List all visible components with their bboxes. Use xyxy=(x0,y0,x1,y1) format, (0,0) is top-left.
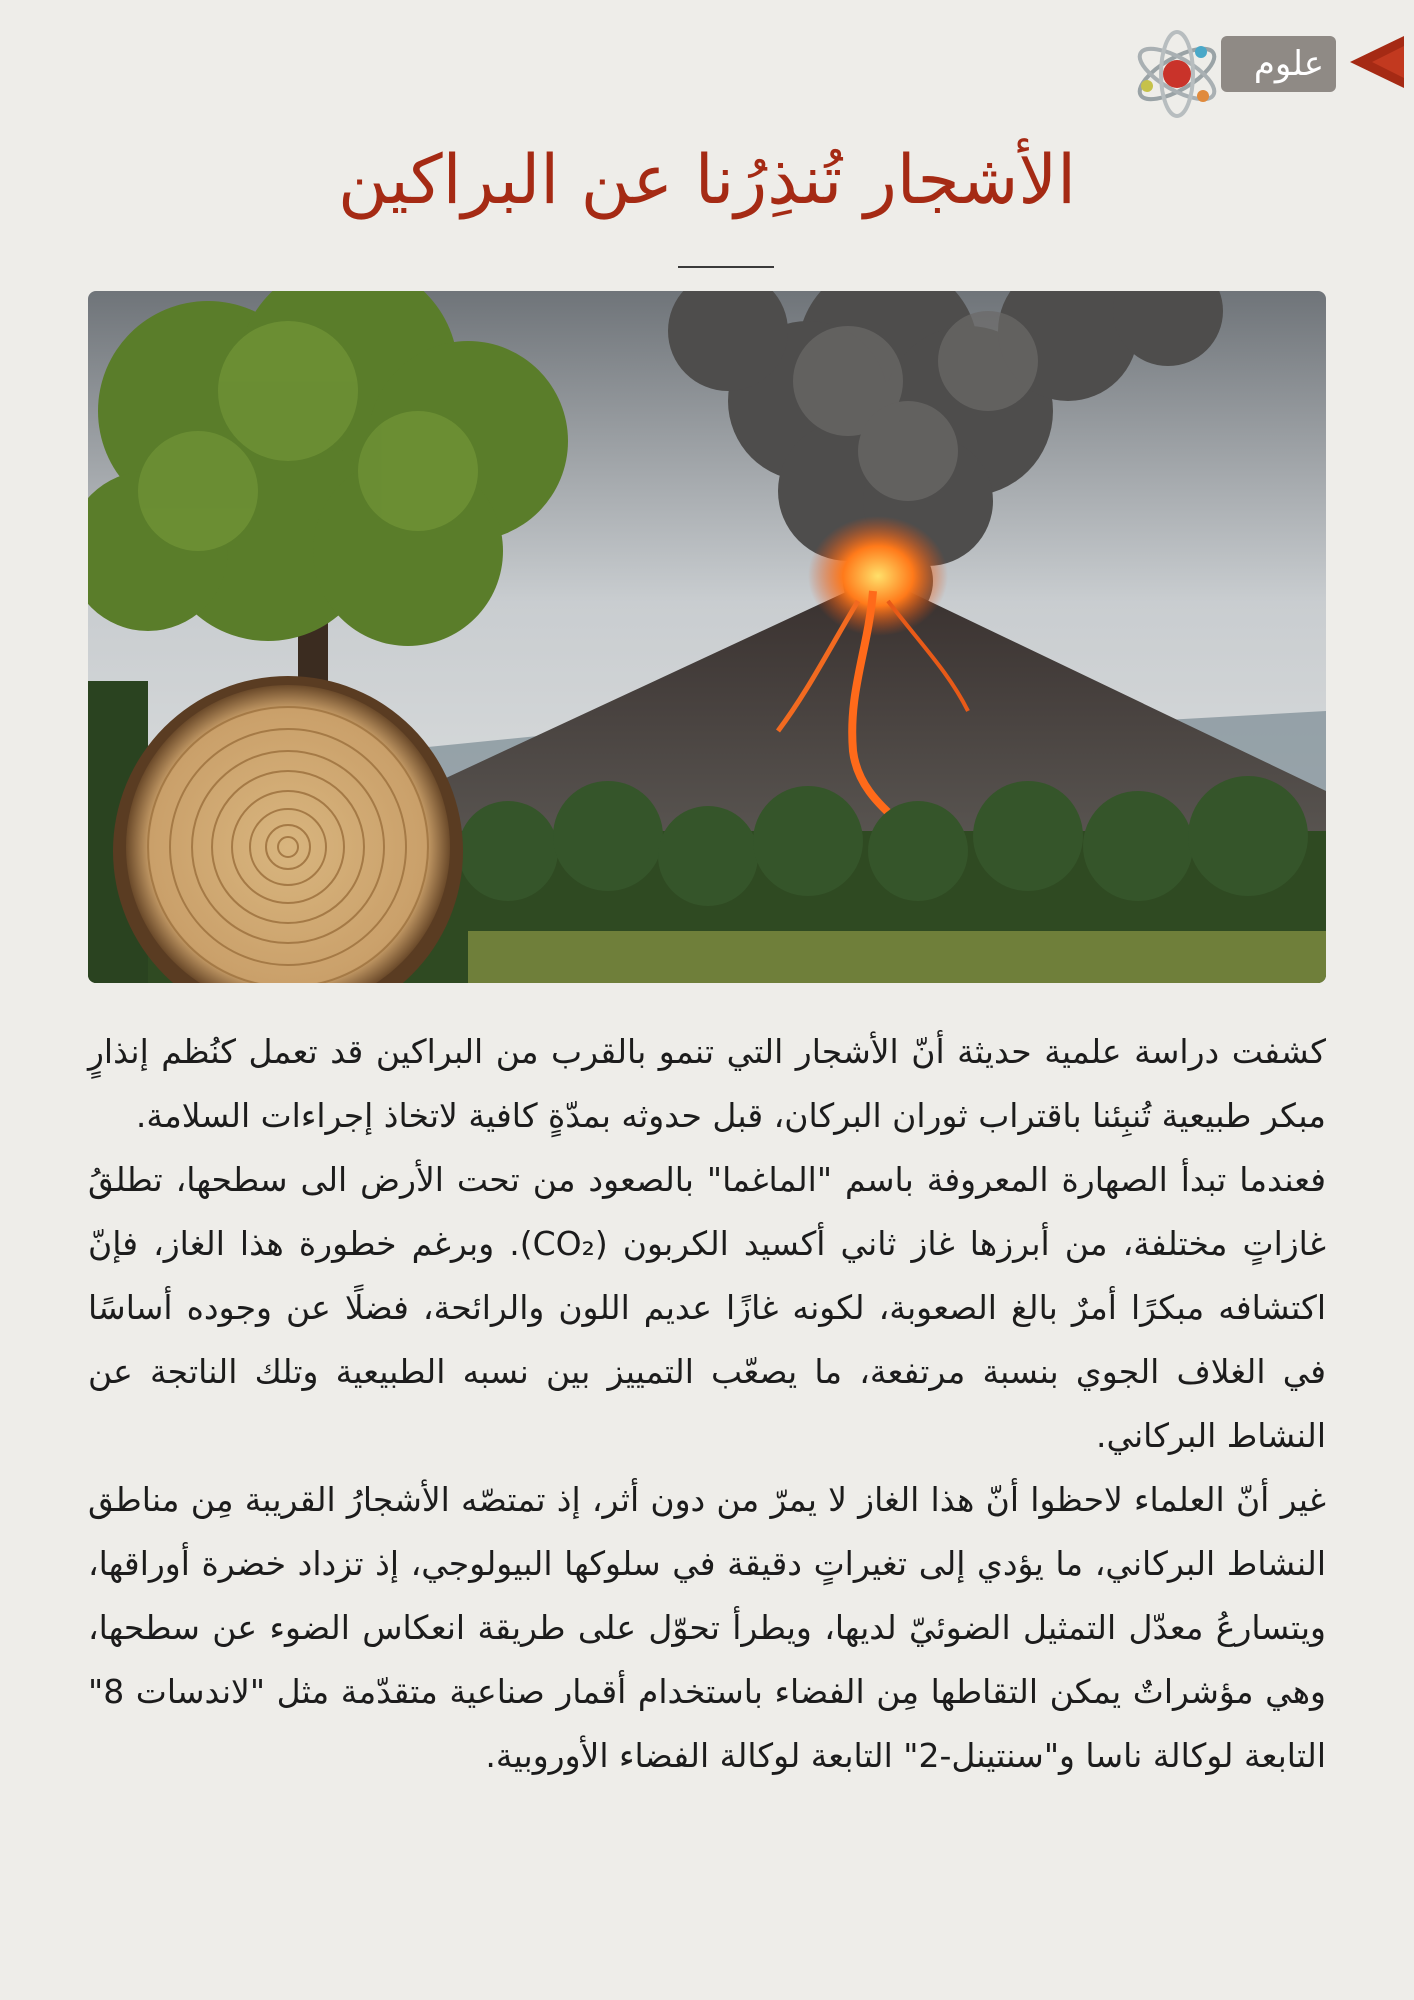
atom-icon xyxy=(1129,26,1225,122)
article-paragraph-2: فعندما تبدأ الصهارة المعروفة باسم "الماغما" بالصعود من تحت الأرض الى سطحها، تطلقُ غازاتٍ مختلفة، من أبرزها غاز ثاني أكسيد الكربون (CO₂). وبرغم خطورة هذا الغاز، فإنّ اكتشافه مبكرًا أمرٌ بالغ الصعوبة، لكونه غازًا عديم اللون والرائحة، فضلًا عن وجوده أساسًا في الغلاف الجوي بنسبة مرتفعة، ما يصعّب التمييز بين نسبه الطبيعية وتلك الناتجة عن النشاط البركاني. xyxy=(88,1160,1326,1455)
chevron-left-icon[interactable] xyxy=(1346,34,1406,90)
title-divider xyxy=(678,266,774,268)
section-label: علوم xyxy=(1253,44,1324,84)
article-body xyxy=(88,1020,1326,1788)
hero-image xyxy=(88,291,1326,983)
section-badge[interactable] xyxy=(1131,36,1336,92)
article-paragraph-1: كشفت دراسة علمية حديثة أنّ الأشجار التي تنمو بالقرب من البراكين قد تعمل كنُظم إنذارٍ مبكر طبيعية تُنبِئنا باقتراب ثوران البركان، قبل حدوثه بمدّةٍ كافية لاتخاذ إجراءات السلامة. xyxy=(88,1032,1326,1135)
section-badge-background xyxy=(1221,36,1336,92)
article-paragraph-3: غير أنّ العلماء لاحظوا أنّ هذا الغاز لا يمرّ من دون أثر، إذ تمتصّه الأشجارُ القريبة مِن مناطق النشاط البركاني، ما يؤدي إلى تغيراتٍ دقيقة في سلوكها البيولوجي، إذ تزداد خضرة أوراقها، ويتسارعُ معدّل التمثيل الضوئيّ لديها، ويطرأ تحوّل على طريقة انعكاس الضوء عن سطحها، وهي مؤشراتٌ يمكن التقاطها مِن الفضاء باستخدام أقمار صناعية متقدّمة مثل "لاندسات 8" التابعة لوكالة ناسا و"سنتينل-2" التابعة لوكالة الفضاء الأوروبية. xyxy=(88,1480,1326,1775)
header-bar xyxy=(0,14,1414,114)
page-title: الأشجار تُنذِرُنا عن البراكين xyxy=(337,141,1077,220)
